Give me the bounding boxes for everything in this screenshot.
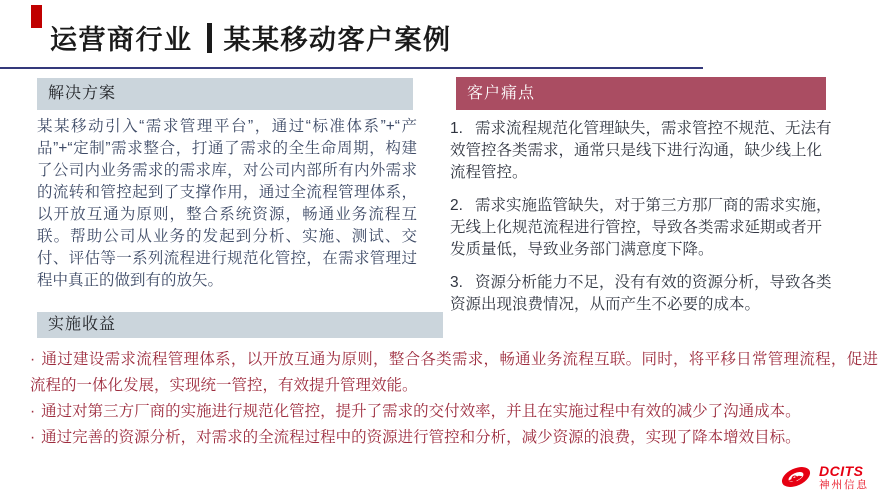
pain-point-item bbox=[450, 195, 832, 261]
bullet-marker: · bbox=[30, 351, 36, 368]
logo-text-cn: 神州信息 bbox=[819, 478, 869, 491]
benefit-text: 通过对第三方厂商的实施进行规范化管控，提升了需求的交付效率，并且在实施过程中有效的减少了沟通成本。 bbox=[41, 403, 801, 420]
benefit-item bbox=[30, 425, 878, 451]
benefits-section-header bbox=[37, 312, 443, 338]
pain-point-number: 1. bbox=[450, 120, 463, 137]
solution-section-header bbox=[37, 78, 413, 110]
pain-point-item bbox=[450, 272, 832, 316]
pain-point-number: 2. bbox=[450, 197, 463, 214]
bullet-marker: · bbox=[30, 403, 36, 420]
pain-point-text: 需求流程规范化管理缺失，需求管控不规范、无法有效管控各类需求，通常只是线下进行沟通，缺少线上化流程管控。 bbox=[450, 120, 832, 181]
benefit-item bbox=[30, 399, 878, 425]
benefit-text: 通过建设需求流程管理体系，以开放互通为原则，整合各类需求，畅通业务流程互联。同时，将平移日常管理流程，促进流程的一体化发展，实现统一管控，有效提升管理效能。 bbox=[30, 351, 878, 394]
solution-header-label: 解决方案 bbox=[48, 85, 117, 102]
benefit-text: 通过完善的资源分析，对需求的全流程过程中的资源进行管控和分析，减少资源的浪费，实现了降本增效目标。 bbox=[41, 429, 801, 446]
pain-point-text: 资源分析能力不足，没有有效的资源分析，导致各类资源出现浪费情况，从而产生不必要的成本。 bbox=[450, 274, 832, 313]
pain-points-list bbox=[450, 118, 832, 327]
logo-text-en: DCITS bbox=[819, 462, 864, 479]
pain-points-section-header bbox=[456, 77, 826, 110]
benefit-item bbox=[30, 347, 878, 399]
pain-point-number: 3. bbox=[450, 274, 463, 291]
bullet-marker: · bbox=[30, 429, 36, 446]
solution-body-text: 某某移动引入“需求管理平台”，通过“标准体系”+“产品”+“定制”需求整合，打通了需求的全生命周期，构建了公司内业务需求的需求库，对公司内部所有内外需求的流转和管控起到了支撑作用，通过全流程管理体系，以开放互通为原则，整合系统资源，畅通业务流程互联。帮助公司从业务的发起到分析、实施、测试、交付、评估等一系列流程进行规范化管控，在需求管理过程中真正的做到有的放矢。 bbox=[37, 118, 417, 289]
page-title-left: 运营商行业 bbox=[50, 25, 193, 55]
benefits-list bbox=[30, 347, 878, 451]
svg-text:e: e bbox=[791, 471, 798, 485]
title-accent-bar bbox=[31, 5, 42, 28]
title-separator-bar bbox=[207, 23, 212, 53]
page-title bbox=[50, 18, 452, 57]
pain-point-text: 需求实施监管缺失，对于第三方那厂商的需求实施，无线上化规范流程进行管控，导致各类需求延期或者开发质量低，导致业务部门满意度下降。 bbox=[450, 197, 832, 258]
benefits-header-label: 实施收益 bbox=[48, 316, 117, 333]
pain-point-item bbox=[450, 118, 832, 184]
logo-text-block bbox=[819, 464, 869, 491]
company-logo bbox=[778, 463, 869, 491]
title-underline bbox=[0, 67, 703, 69]
page-title-right: 某某移动客户案例 bbox=[223, 25, 452, 55]
dcits-swoosh-icon bbox=[778, 463, 814, 491]
pain-points-header-label: 客户痛点 bbox=[467, 85, 536, 102]
